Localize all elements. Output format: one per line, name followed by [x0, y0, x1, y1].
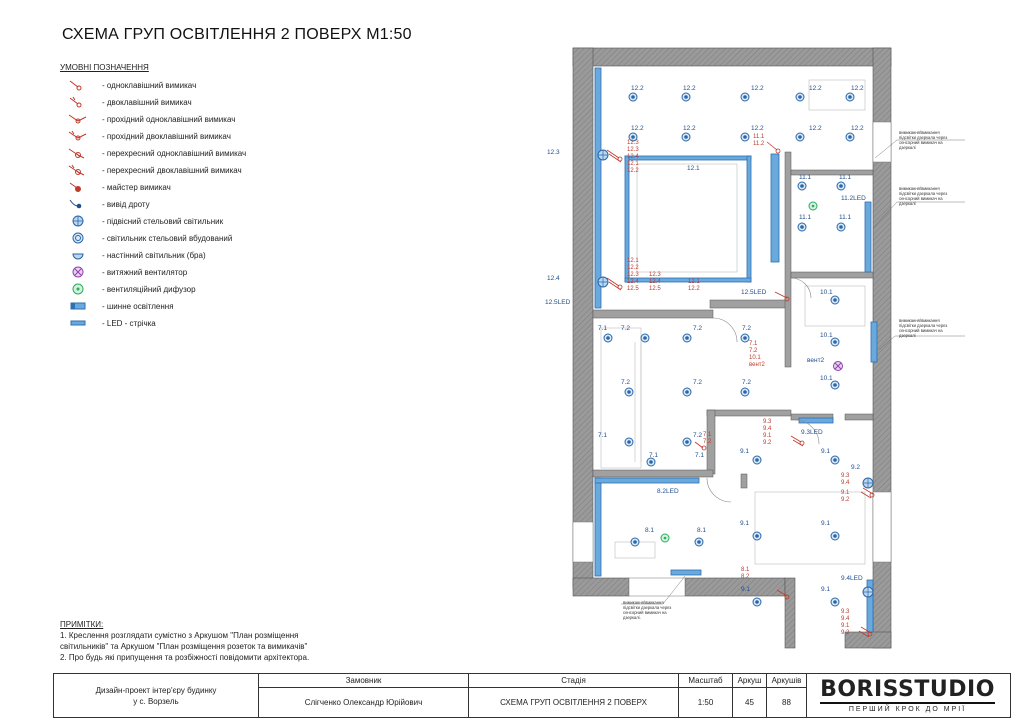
double-switch-icon	[66, 95, 90, 109]
switch-label: 12.3	[627, 147, 639, 153]
recessed-light-icon	[647, 458, 655, 466]
switch-label: 7.2	[749, 348, 758, 354]
vent-diffuser-icon	[809, 202, 817, 210]
recessed-light-icon	[741, 93, 749, 101]
legend-item: - вентиляційний дифузор	[60, 282, 320, 299]
fixture-label: 12.2	[751, 85, 764, 92]
legend-item: - витяжний вентилятор	[60, 265, 320, 282]
switch-label: 11.2	[753, 141, 765, 147]
legend-item: - світильник стельовий вбудований	[60, 231, 320, 248]
note-line: 1. Креслення розглядати сумістно з Аркушом "План розміщення	[60, 631, 299, 640]
switch-labels	[627, 134, 850, 636]
switch-label: 12.4	[627, 154, 639, 160]
switch-group-icon	[767, 142, 780, 153]
legend-item: - двоклавішний вимикач	[60, 95, 320, 112]
switch-label: 12.2	[688, 286, 700, 292]
floor-plan	[545, 42, 995, 652]
switch-label: 8.1	[741, 567, 750, 573]
sheets-value: 88	[767, 687, 807, 717]
fixture-label: 7.2	[621, 379, 631, 386]
fixture-label: 9.1	[741, 586, 751, 593]
legend-item: - перехресний двоклавішний вимикач	[60, 163, 320, 180]
fixture-label: 7.1	[598, 325, 608, 332]
sensor-note-line: підсвітки дзеркала через	[899, 323, 948, 328]
switch-label-stack	[841, 609, 850, 636]
switch-label: 12.3	[627, 272, 639, 278]
recessed-light-icon	[831, 338, 839, 346]
legend-item: - LED - стрічка	[60, 316, 320, 333]
sensor-note-line: дзеркалі	[899, 145, 916, 150]
brand-name: BORISSTUDIO	[820, 677, 995, 702]
stage-header: Стадія	[469, 674, 679, 687]
recessed-light-icon	[741, 388, 749, 396]
recessed-light-icon	[753, 456, 761, 464]
pendant-light-icon	[66, 214, 90, 228]
switch-label: 12.1	[688, 279, 700, 285]
recessed-light-icon	[831, 381, 839, 389]
switch-label: 12.3	[649, 272, 661, 278]
client-header: Замовник	[259, 674, 469, 687]
recessed-light-icon	[682, 93, 690, 101]
switch-label: 9.4	[841, 616, 850, 622]
fixture-label: 12.2	[631, 125, 644, 132]
recessed-light-icon	[683, 438, 691, 446]
track-light-icon	[66, 299, 90, 313]
fixture-label: 12.2	[631, 85, 644, 92]
switch-label-stack	[627, 140, 639, 174]
switch-label-stack	[741, 567, 750, 580]
legend-heading: УМОВНІ ПОЗНАЧЕННЯ	[60, 63, 149, 72]
switch-label: 12.3	[627, 140, 639, 146]
switch-group-icon	[791, 436, 804, 446]
sensor-note-line: дзеркалі.	[623, 615, 641, 620]
fixture-label: 9.1	[821, 448, 831, 455]
sensor-note-line: дзеркалі	[899, 333, 916, 338]
fixture-label: 12.2	[683, 85, 696, 92]
fixture-label: 7.2	[693, 379, 703, 386]
fixture-label: 12.2	[809, 85, 822, 92]
wire-outlet-icon	[66, 197, 90, 211]
legend-item: - прохідний одноклавішний вимикач	[60, 112, 320, 129]
led-strip-icon	[66, 316, 90, 330]
pendant-light-icon	[863, 478, 873, 488]
switch-group-icon	[861, 488, 874, 498]
single-switch-icon	[66, 78, 90, 92]
fixture-label: 9.1	[740, 448, 750, 455]
fixture-label: 7.2	[693, 432, 703, 439]
stage-value: СХЕМА ГРУП ОСВІТЛЕННЯ 2 ПОВЕРХ	[469, 687, 679, 717]
recessed-light-icon	[682, 133, 690, 141]
recessed-light-icon	[625, 388, 633, 396]
switch-label: 9.2	[763, 440, 772, 446]
recessed-light-icon	[796, 93, 804, 101]
sensor-note-line: підсвітки дзеркала через	[899, 191, 948, 196]
fixture-label: 7.2	[742, 379, 752, 386]
pendant-light-icon	[598, 150, 608, 160]
recessed-light-icon	[837, 223, 845, 231]
note-line: світильників" та Аркушом "План розміщення розеток та вимикачів"	[60, 642, 308, 651]
recessed-light-icon	[831, 598, 839, 606]
recessed-light-icon	[631, 538, 639, 546]
fixture-label: 11.1	[839, 214, 852, 221]
switches	[607, 142, 874, 637]
project-name: Дизайн-проект інтер'єру будинку у с. Ворзель	[54, 674, 259, 717]
sensor-note-line: вимикання/вмикання	[899, 186, 940, 191]
fixture-label: 9.1	[740, 520, 750, 527]
cross-single-switch-icon	[66, 146, 90, 160]
wall-sconce-icon	[66, 248, 90, 262]
vent-diffuser-icon	[661, 534, 669, 542]
switch-label-stack	[841, 473, 850, 503]
client-name: Слігченко Олександр Юрійович	[259, 687, 469, 717]
legend-item: - прохідний двоклавішний вимикач	[60, 129, 320, 146]
recessed-light-icon	[625, 438, 633, 446]
switch-label: вент2	[749, 362, 765, 368]
switch-label: 8.2	[741, 574, 750, 580]
fixture-label: 11.1	[839, 174, 852, 181]
fixture-label: 10.1	[820, 332, 833, 339]
switch-label: 12.1	[627, 258, 639, 264]
switch-group-icon	[607, 150, 622, 162]
switch-label: 9.4	[841, 480, 850, 486]
title-block	[53, 673, 1011, 718]
led-label: 12.4	[547, 275, 560, 282]
sensor-note-line: сенсорний вимикач на	[899, 140, 943, 145]
sensor-note-line: сенсорний вимикач на	[899, 196, 943, 201]
switch-label: 10.1	[749, 355, 761, 361]
switch-label-stack	[627, 258, 639, 292]
recessed-light-icon	[604, 334, 612, 342]
recessed-light-icon	[741, 133, 749, 141]
studio-logo	[805, 674, 1010, 717]
switch-label: 12.5	[649, 286, 661, 292]
led-label: 12.5LED	[545, 299, 571, 306]
switch-label: 9.2	[841, 630, 850, 636]
recessed-light-icon	[66, 231, 90, 245]
fixture-label: 7.2	[742, 325, 752, 332]
recessed-light-icon	[831, 456, 839, 464]
switch-label-stack	[763, 419, 772, 446]
sheet-value: 45	[733, 687, 767, 717]
switch-label: 7.1	[749, 341, 758, 347]
sensor-note-line: сенсорний вимикач на	[899, 328, 943, 333]
legend-item: - вивід дроту	[60, 197, 320, 214]
sensor-notes	[621, 130, 965, 620]
switch-label: 9.2	[841, 497, 850, 503]
legend-item: - підвісний стельовий світильник	[60, 214, 320, 231]
switch-label: 9.1	[763, 433, 772, 439]
scale-header: Масштаб	[679, 674, 733, 687]
cross-double-switch-icon	[66, 163, 90, 177]
scale-value: 1:50	[679, 687, 733, 717]
notes-block	[60, 619, 386, 673]
vent-label: вент2	[807, 357, 825, 364]
master-switch-icon	[66, 180, 90, 194]
fixture-label: 12.2	[751, 125, 764, 132]
switch-label: 12.5	[627, 286, 639, 292]
fixture-label: 12.1	[687, 165, 700, 172]
fixture-label: 7.1	[695, 452, 705, 459]
fixture-label: 7.2	[693, 325, 703, 332]
switch-label: 12.1	[627, 161, 639, 167]
recessed-light-icon	[629, 93, 637, 101]
recessed-light-icon	[796, 133, 804, 141]
recessed-light-icon	[831, 532, 839, 540]
brand-slogan: ПЕРШИЙ КРОК ДО МРІЇ	[848, 706, 967, 713]
switch-label-stack	[749, 341, 766, 368]
sheet-header: Аркуш	[733, 674, 767, 687]
fixture-label: 8.1	[645, 527, 655, 534]
switch-label-stack	[753, 134, 765, 147]
fixture-label: 9.2	[851, 464, 861, 471]
exhaust-fan-icon	[834, 362, 843, 371]
recessed-light-icon	[753, 532, 761, 540]
switch-label: 12.2	[627, 168, 639, 174]
switch-label: 9.1	[841, 490, 850, 496]
switch-label-stack	[688, 279, 700, 292]
sensor-note-line: сенсорний вимикач на	[623, 610, 667, 615]
switch-label: 12.4	[649, 279, 661, 285]
fixture-label: 10.1	[820, 375, 833, 382]
switch-label: 9.4	[763, 426, 772, 432]
recessed-light-icon	[695, 538, 703, 546]
sheets-header: Аркушів	[767, 674, 807, 687]
pendant-light-icon	[598, 277, 608, 287]
fixture-label: 11.1	[799, 214, 812, 221]
sensor-note-line: підсвітки дзеркала через	[623, 605, 672, 610]
recessed-light-icon	[741, 334, 749, 342]
fixture-label: 12.2	[851, 125, 864, 132]
switch-label: 9.3	[841, 473, 850, 479]
fixture-label: 12.2	[683, 125, 696, 132]
recessed-light-icon	[846, 133, 854, 141]
pass-double-switch-icon	[66, 129, 90, 143]
fixture-label: 7.2	[621, 325, 631, 332]
fixture-label: 7.1	[649, 452, 659, 459]
switch-label: 12.2	[627, 265, 639, 271]
pass-single-switch-icon	[66, 112, 90, 126]
switch-label: 9.3	[763, 419, 772, 425]
legend-item: - настінний світильник (бра)	[60, 248, 320, 265]
recessed-light-icon	[683, 334, 691, 342]
switch-label: 9.1	[841, 623, 850, 629]
switch-label: 11.1	[753, 134, 765, 140]
legend-item: - одноклавішний вимикач	[60, 78, 320, 95]
sensor-note-line: дзеркалі	[899, 201, 916, 206]
recessed-light-icon	[641, 334, 649, 342]
sensor-note-line: вимикання/вмикання	[899, 318, 940, 323]
exhaust-fan-icon	[66, 265, 90, 279]
switch-label: 7.2	[703, 439, 712, 445]
recessed-light-icon	[831, 296, 839, 304]
legend-item: - перехресний одноклавішний вимикач	[60, 146, 320, 163]
switch-label: 9.3	[841, 609, 850, 615]
recessed-light-icon	[837, 182, 845, 190]
doors	[707, 278, 819, 502]
led-label: 9.4LED	[841, 575, 863, 582]
fixture-label: 7.1	[598, 432, 608, 439]
led-label: 9.3LED	[801, 429, 823, 436]
fixture-label: 9.1	[821, 586, 831, 593]
fixture-label: 12.2	[851, 85, 864, 92]
note-line: 2. Про будь які припущення та розбіжності повідомити архітектора.	[60, 653, 310, 662]
sensor-note-line: вимикання/вмикання	[623, 600, 664, 605]
recessed-light-icon	[683, 388, 691, 396]
vent-diffuser-icon	[66, 282, 90, 296]
recessed-light-icon	[798, 182, 806, 190]
switch-group-icon	[607, 278, 622, 290]
sensor-note-line: вимикання/вмикання	[899, 130, 940, 135]
led-label: 12.5LED	[741, 289, 767, 296]
recessed-light-icon	[798, 223, 806, 231]
fixture-label: 10.1	[820, 289, 833, 296]
recessed-light-icon	[753, 598, 761, 606]
pendant-light-icon	[863, 587, 873, 597]
recessed-light-icon	[846, 93, 854, 101]
legend-item: - майстер вимикач	[60, 180, 320, 197]
fixture-label: 12.2	[809, 125, 822, 132]
led-label: 8.2LED	[657, 488, 679, 495]
switch-label-stack	[649, 272, 661, 292]
page-title: СХЕМА ГРУП ОСВІТЛЕННЯ 2 ПОВЕРХ М1:50	[62, 26, 412, 43]
switch-label: 12.4	[627, 279, 639, 285]
notes-heading: ПРИМІТКИ:	[60, 620, 104, 629]
furniture	[601, 80, 865, 564]
switch-label: 7.1	[703, 432, 712, 438]
fixture-label: 8.1	[697, 527, 707, 534]
pendant-lights	[598, 150, 873, 597]
fixture-label: 11.1	[799, 174, 812, 181]
windows	[573, 122, 891, 596]
led-label: 12.3	[547, 149, 560, 156]
fixture-label: 9.1	[821, 520, 831, 527]
led-label: 11.2LED	[841, 195, 866, 202]
legend-item: - шинне освітлення	[60, 299, 320, 316]
sensor-note-line: підсвітки дзеркала через	[899, 135, 948, 140]
switch-label-stack	[703, 432, 712, 445]
legend	[60, 78, 320, 333]
